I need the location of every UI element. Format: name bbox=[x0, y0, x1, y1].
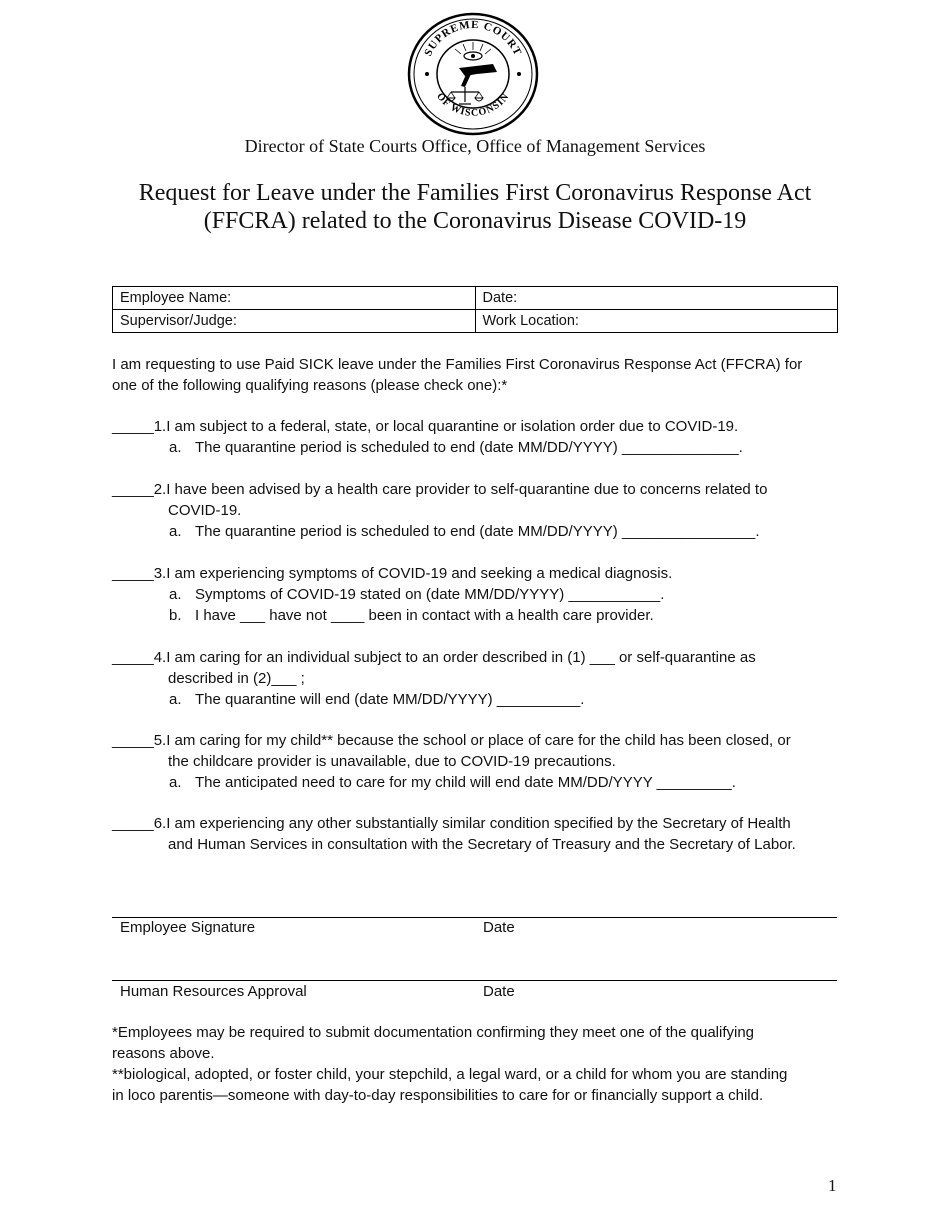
sub-letter-a: a. bbox=[169, 691, 182, 708]
work-location-field[interactable]: Work Location: bbox=[475, 310, 838, 333]
reason-3-sub-a bbox=[112, 584, 842, 605]
reason-1-sub-a-text[interactable]: The quarantine period is scheduled to end (date MM/DD/YYYY) ______________. bbox=[195, 439, 743, 456]
employee-info-table bbox=[112, 286, 838, 333]
reason-5-sub-a bbox=[112, 772, 842, 793]
seal-top-text: SUPREME COURT bbox=[422, 18, 524, 59]
intro-paragraph bbox=[112, 354, 842, 396]
sub-letter-a: a. bbox=[169, 523, 182, 540]
footnote-2-line-1: **biological, adopted, or foster child, your stepchild, a legal ward, or a child for whom you are standing bbox=[112, 1066, 788, 1083]
reason-6-text[interactable]: _____6.I am experiencing any other substantially similar condition specified by the Secretary of Health bbox=[112, 815, 791, 832]
title-line-1: Request for Leave under the Families First Coronavirus Response Act bbox=[138, 180, 812, 206]
reason-4-text[interactable]: _____4.I am caring for an individual subject to an order described in (1) ___ or self-quarantine as bbox=[112, 649, 756, 666]
reason-4-sub-a bbox=[112, 689, 842, 710]
reason-1 bbox=[112, 416, 842, 458]
reason-5-text[interactable]: _____5.I am caring for my child** because the school or place of care for the child has been closed, or bbox=[112, 732, 791, 749]
reason-2-text-cont: COVID-19. bbox=[168, 502, 242, 519]
reason-4-sub-a-text[interactable]: The quarantine will end (date MM/DD/YYYY) __________. bbox=[195, 691, 585, 708]
footnotes bbox=[112, 1022, 842, 1106]
intro-line-1: I am requesting to use Paid SICK leave under the Families First Coronavirus Response Act (FFCRA) for bbox=[112, 356, 803, 373]
employee-signature-label: Employee Signature bbox=[120, 919, 256, 936]
hr-approval-date-label: Date bbox=[483, 983, 515, 1000]
employee-signature-date-label: Date bbox=[483, 919, 515, 936]
reason-3-text[interactable]: _____3.I am experiencing symptoms of COVID-19 and seeking a medical diagnosis. bbox=[112, 565, 673, 582]
reason-4-text-cont[interactable]: described in (2)___ ; bbox=[168, 670, 305, 687]
seal-bottom-text: OF WISCONSIN bbox=[434, 91, 512, 119]
footnote-1-line-1: *Employees may be required to submit documentation confirming they meet one of the qualifying bbox=[112, 1024, 755, 1041]
reason-1-text[interactable]: _____1.I am subject to a federal, state, or local quarantine or isolation order due to COVID-19. bbox=[112, 418, 739, 435]
office-name: Director of State Courts Office, Office of Management Services bbox=[244, 136, 706, 156]
reason-5-text-cont: the childcare provider is unavailable, due to COVID-19 precautions. bbox=[168, 753, 616, 770]
reason-4 bbox=[112, 647, 842, 710]
sub-letter-a: a. bbox=[169, 586, 182, 603]
reason-6-text-cont: and Human Services in consultation with the Secretary of Treasury and the Secretary of Labor. bbox=[168, 836, 796, 853]
footnote-1-line-2: reasons above. bbox=[112, 1045, 215, 1062]
page-title bbox=[0, 179, 950, 235]
employee-signature-line[interactable] bbox=[112, 917, 837, 918]
footnote-2-line-2: in loco parentis—someone with day-to-day responsibilities to care for or financially support a child. bbox=[112, 1087, 764, 1104]
reason-2-text[interactable]: _____2.I have been advised by a health care provider to self-quarantine due to concerns related to bbox=[112, 481, 768, 498]
reason-2 bbox=[112, 479, 842, 542]
supervisor-field[interactable]: Supervisor/Judge: bbox=[113, 310, 476, 333]
intro-line-2: one of the following qualifying reasons (please check one):* bbox=[112, 377, 508, 394]
reason-2-sub-a-text[interactable]: The quarantine period is scheduled to end (date MM/DD/YYYY) ________________. bbox=[195, 523, 760, 540]
sub-letter-a: a. bbox=[169, 774, 182, 791]
reason-5-sub-a-text[interactable]: The anticipated need to care for my child will end date MM/DD/YYYY _________. bbox=[195, 774, 736, 791]
reason-3-sub-a-text[interactable]: Symptoms of COVID-19 stated on (date MM/DD/YYYY) ___________. bbox=[195, 586, 665, 603]
page-number: 1 bbox=[828, 1176, 837, 1195]
reason-5 bbox=[112, 730, 842, 793]
title-line-2: (FFCRA) related to the Coronavirus Disease COVID-19 bbox=[203, 208, 747, 234]
svg-text:OF WISCONSIN bbox=[434, 91, 512, 119]
reason-1-sub-a bbox=[112, 437, 842, 458]
reason-2-sub-a bbox=[112, 521, 842, 542]
reason-3 bbox=[112, 563, 842, 626]
reason-6 bbox=[112, 813, 842, 855]
sub-letter-a: a. bbox=[169, 439, 182, 456]
sub-letter-b: b. bbox=[169, 607, 182, 624]
supreme-court-seal-icon bbox=[407, 12, 539, 136]
date-field[interactable]: Date: bbox=[475, 287, 838, 310]
reason-3-sub-b-text[interactable]: I have ___ have not ____ been in contact with a health care provider. bbox=[195, 607, 654, 624]
hr-approval-label: Human Resources Approval bbox=[120, 983, 307, 1000]
reason-3-sub-b bbox=[112, 605, 842, 626]
employee-name-field[interactable]: Employee Name: bbox=[113, 287, 476, 310]
hr-approval-line[interactable] bbox=[112, 980, 837, 981]
